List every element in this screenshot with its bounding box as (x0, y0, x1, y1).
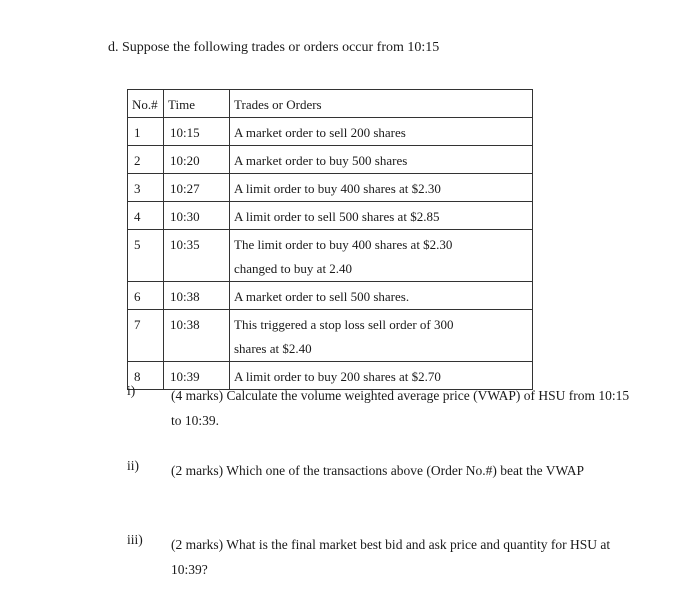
row-order-line1: This triggered a stop loss sell order of 300 (234, 317, 454, 332)
trades-table (127, 89, 533, 390)
row-no: 8 (128, 362, 164, 390)
question-number: iii) (127, 532, 143, 547)
table-row (128, 118, 533, 146)
row-time: 10:20 (164, 146, 230, 174)
row-order-line2: changed to buy at 2.40 (234, 261, 353, 276)
row-no: 6 (128, 282, 164, 310)
row-time: 10:27 (164, 174, 230, 202)
header-no: No.# (128, 90, 164, 118)
section-heading: d. Suppose the following trades or orders occur from 10:15 (108, 40, 440, 55)
question-text: (2 marks) Which one of the transactions above (Order No.#) beat the VWAP (171, 463, 585, 478)
table-header-row (128, 90, 533, 118)
row-no: 1 (128, 118, 164, 146)
table-row (128, 146, 533, 174)
row-order: A market order to sell 500 shares. (230, 282, 533, 310)
row-order: A market order to sell 200 shares (230, 118, 533, 146)
table-row (128, 310, 533, 362)
row-no: 5 (128, 230, 164, 282)
question-number: ii) (127, 458, 139, 473)
row-order-line2: shares at $2.40 (234, 341, 312, 356)
row-time: 10:38 (164, 282, 230, 310)
row-order-line1: The limit order to buy 400 shares at $2.30 (234, 237, 453, 252)
question-text: (4 marks) Calculate the volume weighted average price (VWAP) of HSU from 10:15 to 10:39. (171, 388, 630, 428)
row-no: 4 (128, 202, 164, 230)
row-time: 10:35 (164, 230, 230, 282)
row-no: 2 (128, 146, 164, 174)
header-time: Time (164, 90, 230, 118)
row-order: A limit order to buy 400 shares at $2.30 (230, 174, 533, 202)
header-trades-or-orders: Trades or Orders (230, 90, 533, 118)
row-order: A market order to buy 500 shares (230, 146, 533, 174)
row-time: 10:39 (164, 362, 230, 390)
table-row (128, 230, 533, 282)
question-number: i) (127, 383, 136, 398)
row-no: 3 (128, 174, 164, 202)
row-order (230, 310, 533, 362)
question-text: (2 marks) What is the final market best bid and ask price and quantity for HSU at 10:39? (171, 537, 611, 577)
row-time: 10:30 (164, 202, 230, 230)
row-time: 10:38 (164, 310, 230, 362)
row-no: 7 (128, 310, 164, 362)
row-order: A limit order to sell 500 shares at $2.85 (230, 202, 533, 230)
table-row (128, 174, 533, 202)
row-order (230, 230, 533, 282)
table-row (128, 282, 533, 310)
row-order: A limit order to buy 200 shares at $2.70 (230, 362, 533, 390)
table-row (128, 202, 533, 230)
row-time: 10:15 (164, 118, 230, 146)
